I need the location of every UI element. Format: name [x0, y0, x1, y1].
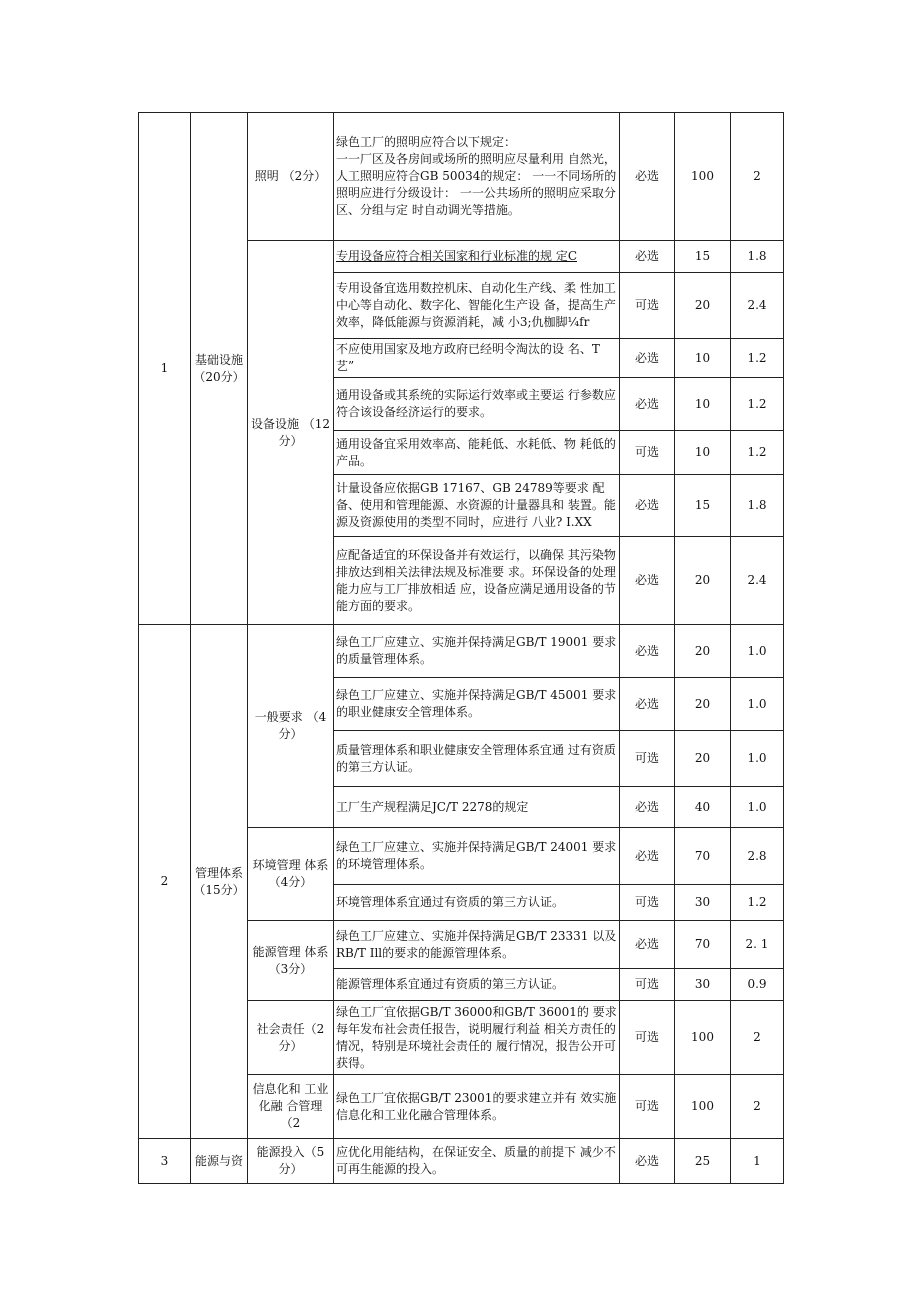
weight-cell: 2	[731, 1075, 784, 1139]
weight-cell: 2.8	[731, 828, 784, 885]
score-cell: 30	[675, 885, 731, 921]
score-cell: 40	[675, 787, 731, 828]
requirement-text: 绿色工厂应建立、实施并保持满足GB/T 19001 要求的质量管理体系。	[334, 625, 620, 678]
type-cell: 必选	[620, 625, 675, 678]
score-cell: 15	[675, 241, 731, 273]
weight-cell: 2.4	[731, 273, 784, 339]
weight-cell: 1.0	[731, 731, 784, 787]
group-number: 3	[139, 1139, 191, 1184]
weight-cell: 1.0	[731, 625, 784, 678]
weight-cell: 1	[731, 1139, 784, 1184]
requirement-text: 绿色工厂宜依据GB/T 23001的要求建立并有 效实施信息化和工业化融合管理体系。	[334, 1075, 620, 1139]
requirement-text: 计量设备应依据GB 17167、GB 24789等要求 配备、使用和管理能源、水资源的计量器具和 装置。能源及资源使用的类型不同时，应进行 八业? I.XX	[334, 475, 620, 537]
requirement-text: 应配备适宜的环保设备并有效运行，以确保 其污染物排放达到相关法律法规及标准要 求。环保设备的处理能力应与工厂排放相适 应，设备应满足通用设备的节能方面的要求。	[334, 537, 620, 625]
type-cell: 必选	[620, 678, 675, 731]
subcategory-label: 社会责任（2分）	[248, 1001, 334, 1075]
requirement-text: 绿色工厂宜依据GB/T 36000和GB/T 36001的 要求每年发布社会责任报告，说明履行利益 相关方责任的情况，特别是环境社会责任的 履行情况，报告公开可获得。	[334, 1001, 620, 1075]
subcategory-label: 设备设施 （12分）	[248, 241, 334, 625]
category-label: 管理体系（15分）	[191, 625, 248, 1139]
type-cell: 必选	[620, 475, 675, 537]
type-cell: 必选	[620, 1139, 675, 1184]
weight-cell: 1.0	[731, 787, 784, 828]
type-cell: 可选	[620, 969, 675, 1001]
weight-cell: 1.2	[731, 339, 784, 378]
score-cell: 20	[675, 273, 731, 339]
requirement-text: 应优化用能结构，在保证安全、质量的前提下 减少不可再生能源的投入。	[334, 1139, 620, 1184]
score-cell: 20	[675, 537, 731, 625]
requirement-text: 通用设备宜采用效率高、能耗低、水耗低、物 耗低的产品。	[334, 431, 620, 475]
type-cell: 可选	[620, 1075, 675, 1139]
score-cell: 100	[675, 1001, 731, 1075]
type-cell: 可选	[620, 1001, 675, 1075]
requirement-text: 专用设备应符合相关国家和行业标准的规 定C	[334, 241, 620, 273]
table-row	[139, 1139, 784, 1184]
requirement-text: 能源管理体系宜通过有资质的第三方认证。	[334, 969, 620, 1001]
score-cell: 25	[675, 1139, 731, 1184]
requirement-text: 绿色工厂应建立、实施并保持满足GB/T 45001 要求的职业健康安全管理体系。	[334, 678, 620, 731]
type-cell: 可选	[620, 731, 675, 787]
score-cell: 70	[675, 828, 731, 885]
score-cell: 10	[675, 378, 731, 431]
subcategory-label: 信息化和 工业化融 合管理（2	[248, 1075, 334, 1139]
requirement-text: 环境管理体系宜通过有资质的第三方认证。	[334, 885, 620, 921]
type-cell: 必选	[620, 241, 675, 273]
evaluation-table	[138, 112, 784, 1184]
type-cell: 必选	[620, 537, 675, 625]
requirement-text: 通用设备或其系统的实际运行效率或主要运 行参数应符合该设备经济运行的要求。	[334, 378, 620, 431]
category-label: 基础设施（20分）	[191, 113, 248, 625]
subcategory-label: 能源管理 体系（3分）	[248, 921, 334, 1001]
requirement-text: 绿色工厂应建立、实施并保持满足GB/T 24001 要求的环境管理体系。	[334, 828, 620, 885]
weight-cell: 1.8	[731, 241, 784, 273]
requirement-text: 工厂生产规程满足JC/T 2278的规定	[334, 787, 620, 828]
subcategory-label: 一般要求 （4分）	[248, 625, 334, 828]
weight-cell: 2	[731, 113, 784, 241]
score-cell: 100	[675, 113, 731, 241]
score-cell: 100	[675, 1075, 731, 1139]
subcategory-label: 照明 （2分）	[248, 113, 334, 241]
score-cell: 20	[675, 731, 731, 787]
type-cell: 必选	[620, 787, 675, 828]
score-cell: 20	[675, 625, 731, 678]
table-row	[139, 625, 784, 678]
category-label: 能源与资	[191, 1139, 248, 1184]
type-cell: 可选	[620, 885, 675, 921]
type-cell: 必选	[620, 828, 675, 885]
weight-cell: 0.9	[731, 969, 784, 1001]
weight-cell: 2. 1	[731, 921, 784, 969]
requirement-text: 绿色工厂应建立、实施并保持满足GB/T 23331 以及RB/T Ill的要求的能源管理体系。	[334, 921, 620, 969]
type-cell: 必选	[620, 378, 675, 431]
type-cell: 可选	[620, 273, 675, 339]
score-cell: 10	[675, 339, 731, 378]
type-cell: 必选	[620, 113, 675, 241]
requirement-text: 不应使用国家及地方政府已经明令淘汰的设 名、T艺”	[334, 339, 620, 378]
score-cell: 70	[675, 921, 731, 969]
weight-cell: 2	[731, 1001, 784, 1075]
table-row	[139, 113, 784, 241]
group-number: 2	[139, 625, 191, 1139]
requirement-text: 专用设备宜选用数控机床、自动化生产线、柔 性加工中心等自动化、数字化、智能化生产设 备，提高生产效率，降低能源与资源消耗，减 小3;仇枷脚¼fr	[334, 273, 620, 339]
weight-cell: 2.4	[731, 537, 784, 625]
group-number: 1	[139, 113, 191, 625]
weight-cell: 1.2	[731, 885, 784, 921]
type-cell: 必选	[620, 921, 675, 969]
requirement-text: 质量管理体系和职业健康安全管理体系宜通 过有资质的第三方认证。	[334, 731, 620, 787]
type-cell: 必选	[620, 339, 675, 378]
requirement-text: 绿色工厂的照明应符合以下规定： 一一厂区及各房间或场所的照明应尽量利用 自然光，人工照明应符合GB 50034的规定： 一一不同场所的照明应进行分级设计： 一一公共场所的照明应采取分区、分组与定 时自动调光等措施。	[334, 113, 620, 241]
weight-cell: 1.8	[731, 475, 784, 537]
score-cell: 10	[675, 431, 731, 475]
subcategory-label: 环境管理 体系（4分）	[248, 828, 334, 921]
weight-cell: 1.2	[731, 378, 784, 431]
subcategory-label: 能源投入（5分）	[248, 1139, 334, 1184]
weight-cell: 1.0	[731, 678, 784, 731]
weight-cell: 1.2	[731, 431, 784, 475]
score-cell: 20	[675, 678, 731, 731]
score-cell: 15	[675, 475, 731, 537]
type-cell: 可选	[620, 431, 675, 475]
score-cell: 30	[675, 969, 731, 1001]
